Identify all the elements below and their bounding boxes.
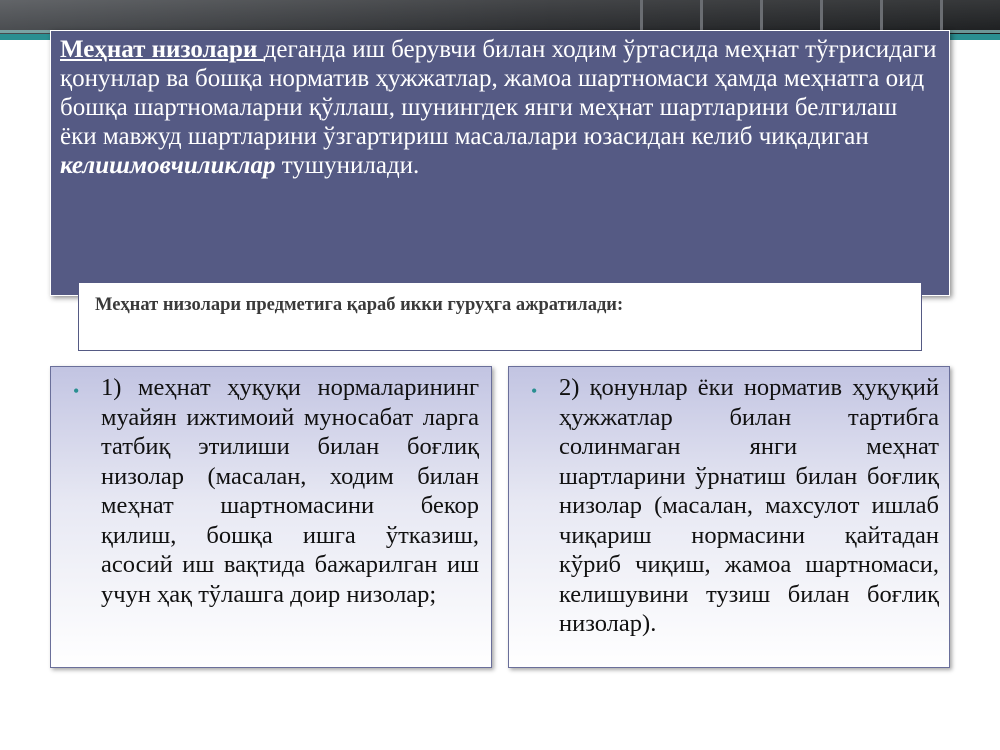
top-bar-stripe (880, 0, 883, 34)
definition-term: Меҳнат низолари (60, 36, 264, 63)
subtitle-box (78, 282, 922, 351)
definition-text (60, 35, 940, 180)
subtitle-text: Меҳнат низолари предметига қараб икки гуруҳга ажратилади: (95, 295, 624, 315)
definition-panel (50, 30, 950, 296)
top-bar-stripe (760, 0, 763, 34)
category-text-2: 2) қонунлар ёки норматив ҳуқуқий ҳужжатлар билан тартибга солинмаган янги меҳнат шартларини ўрнатиш билан боғлиқ низолар (масалан, махсулот ишлаб чиқариш нормасини қайтадан кўриб чиқиш, жамоа шартномаси, келишувини тузиш билан боғлиқ низолар). (559, 374, 939, 637)
definition-emphasis: келишмовчиликлар (60, 152, 276, 179)
definition-body: деганда иш берувчи билан ходим ўртасида меҳнат тўғрисидаги қонунлар ва бошқа норматив ҳужжатлар, жамоа шартномаси ҳамда меҳнатга оид бошқа шартномаларни қўллаш, шунингдек янги меҳнат шартларини белгилаш ёки мавжуд шартларини ўзгартириш масалалари юзасидан келиб чиқадиган (60, 36, 937, 150)
bullet-icon: • (531, 381, 538, 401)
category-text-1: 1) меҳнат ҳуқуқи нормаларининг муайян ижтимоий муносабат ларга татбиқ этилиши билан боғлиқ низолар (масалан, ходим билан меҳнат шартномасини бекор қилиш, бошқа ишга ўтказиш, асосий иш вақтида бажарилган иш учун ҳақ тўлашга доир низолар; (101, 374, 479, 608)
top-bar-stripe (640, 0, 643, 34)
top-bar-stripe (820, 0, 823, 34)
top-bar-stripe (940, 0, 943, 34)
category-box-2 (508, 366, 950, 668)
definition-ending: тушунилади. (275, 152, 420, 179)
top-bar-sheen (0, 0, 1000, 34)
bullet-icon: • (73, 381, 80, 401)
category-box-1 (50, 366, 492, 668)
top-bar-stripe (700, 0, 703, 34)
